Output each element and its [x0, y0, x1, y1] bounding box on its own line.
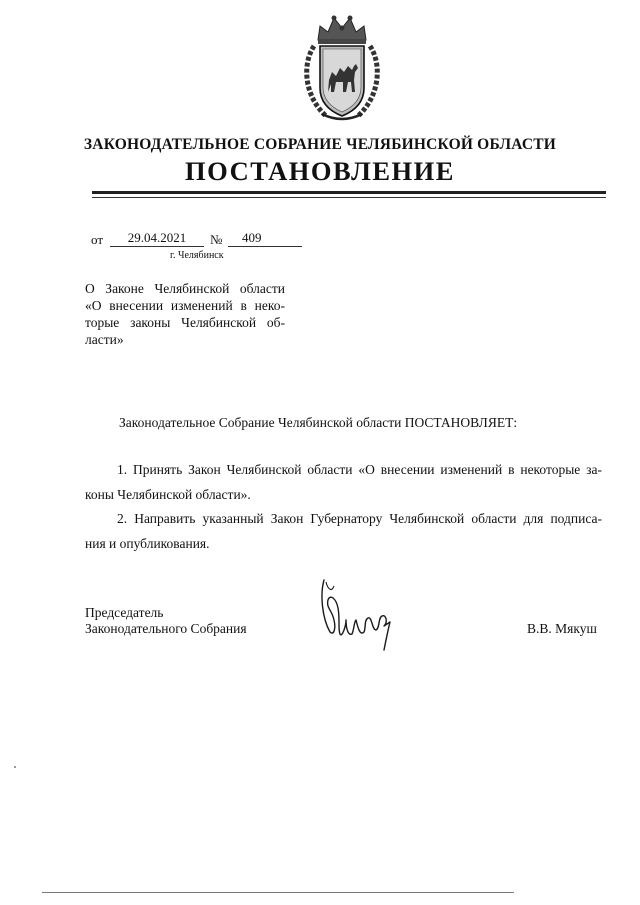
role-line: Председатель	[85, 605, 164, 620]
header-rule-thin	[92, 197, 606, 198]
footer-rule	[42, 892, 514, 893]
org-title: ЗАКОНОДАТЕЛЬНОЕ СОБРАНИЕ ЧЕЛЯБИНСКОЙ ОБЛАСТИ	[83, 136, 557, 153]
handwritten-signature	[316, 574, 398, 654]
scan-speck	[14, 766, 16, 768]
resolution-item-1: 1. Принять Закон Челябинской области «О внесении изменений в некоторые за-	[117, 462, 602, 477]
date-prefix: от	[91, 232, 104, 247]
resolution-item-2: 2. Направить указанный Закон Губернатору Челябинской области для подписа-	[117, 511, 602, 526]
coat-of-arms-icon	[296, 6, 388, 128]
header-rule-thick	[92, 191, 606, 194]
city-label: г. Челябинск	[170, 250, 224, 261]
document-type-heading: ПОСТАНОВЛЕНИЕ	[185, 156, 455, 186]
subject-line: «О внесении изменений в неко-	[85, 298, 285, 313]
role-line: Законодательного Собрания	[85, 621, 247, 636]
signatory-name: В.В. Мякуш	[527, 621, 597, 636]
subject-line: ласти»	[85, 332, 124, 347]
resolution-intro: Законодательное Собрание Челябинской области ПОСТАНОВЛЯЕТ:	[119, 415, 518, 430]
resolution-item-1-cont: коны Челябинской области».	[85, 487, 251, 502]
document-subject	[85, 280, 285, 348]
resolution-item-2-cont: ния и опубликования.	[85, 536, 210, 551]
document-number: 409	[228, 230, 302, 247]
subject-line: торые законы Челябинской об-	[85, 315, 285, 330]
number-sign: №	[210, 232, 223, 247]
document-date: 29.04.2021	[110, 230, 204, 247]
signatory-role	[85, 605, 247, 637]
subject-line: О Законе Челябинской области	[85, 281, 285, 296]
